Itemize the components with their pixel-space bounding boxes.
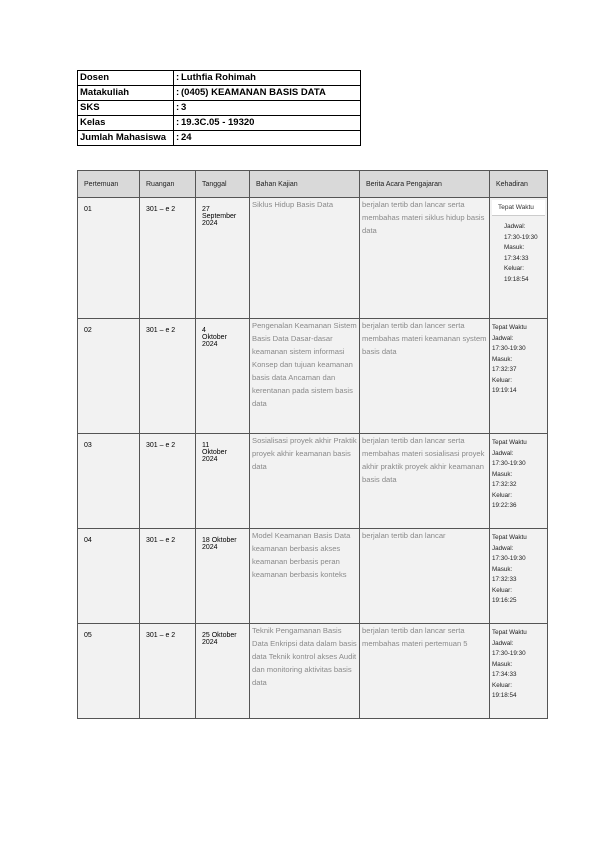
kehadiran-line: 17:30-19:30 bbox=[492, 650, 526, 657]
kehadiran-status: Tepat Waktu bbox=[492, 534, 527, 541]
info-value: 24 bbox=[181, 132, 192, 143]
tanggal-cell bbox=[196, 624, 250, 719]
bahan-kajian-text: Siklus Hidup Basis Data bbox=[252, 200, 334, 209]
info-row bbox=[78, 101, 361, 116]
kehadiran-line: Masuk: bbox=[492, 470, 513, 478]
table-row bbox=[78, 319, 548, 434]
info-value-cell bbox=[174, 86, 361, 101]
kehadiran-details bbox=[490, 216, 547, 285]
tanggal-line: 25 Oktober bbox=[202, 632, 237, 639]
tanggal-line: Oktober bbox=[202, 334, 227, 341]
kehadiran-line: Masuk: bbox=[504, 244, 525, 251]
info-row bbox=[78, 131, 361, 146]
kehadiran-line: 17:34:33 bbox=[492, 671, 517, 678]
info-value: 19.3C.05 - 19320 bbox=[181, 117, 255, 128]
kehadiran-line: Jadwal: bbox=[504, 223, 526, 230]
berita-acara-text: berjalan tertib dan lancar bbox=[362, 531, 446, 540]
colon: : bbox=[176, 87, 180, 98]
bahan-kajian-text: Teknik Pengamanan Basis Data Enkripsi data dalam basis data Teknik kontrol akses Audit dan monitoring aktivitas basis data bbox=[252, 626, 357, 687]
kehadiran-line: Jadwal: bbox=[492, 544, 514, 552]
kehadiran-line: 17:30-19:30 bbox=[492, 460, 526, 467]
tanggal-line: 2024 bbox=[202, 456, 218, 463]
tanggal-line: 27 bbox=[202, 206, 210, 213]
tanggal-line: 2024 bbox=[202, 639, 218, 646]
pertemuan-value: 05 bbox=[84, 632, 92, 639]
info-value: (0405) KEAMANAN BASIS DATA bbox=[181, 87, 326, 98]
pertemuan-value: 04 bbox=[84, 537, 92, 544]
tanggal-line: 2024 bbox=[202, 220, 218, 227]
pertemuan-value: 03 bbox=[84, 442, 92, 449]
table-row bbox=[78, 198, 548, 319]
kehadiran-line: 17:32:37 bbox=[492, 366, 517, 373]
tanggal-cell bbox=[196, 529, 250, 624]
info-value-cell bbox=[174, 101, 361, 116]
header-ruangan: Ruangan bbox=[140, 171, 196, 198]
attendance-table bbox=[77, 170, 548, 719]
tanggal-cell bbox=[196, 434, 250, 529]
info-value-cell bbox=[174, 116, 361, 131]
course-info-table bbox=[77, 70, 361, 146]
kehadiran-status: Tepat Waktu bbox=[492, 324, 527, 331]
ruangan-value: 301 – e 2 bbox=[146, 537, 176, 544]
tanggal-line: Oktober bbox=[202, 449, 227, 456]
ruangan-value: 301 – e 2 bbox=[146, 206, 176, 213]
info-label: Matakuliah bbox=[78, 86, 174, 101]
info-label: Jumlah Mahasiswa bbox=[78, 131, 174, 146]
kehadiran-line: Jadwal: bbox=[492, 334, 514, 342]
tanggal-line: 4 bbox=[202, 327, 206, 334]
kehadiran-line: Masuk: bbox=[492, 355, 513, 363]
berita-acara-cell bbox=[360, 624, 490, 719]
colon: : bbox=[176, 102, 180, 113]
kehadiran-line: 17:30-19:30 bbox=[492, 555, 526, 562]
ruangan-cell bbox=[140, 624, 196, 719]
pertemuan-value: 01 bbox=[84, 206, 92, 213]
kehadiran-line: 19:19:14 bbox=[492, 387, 517, 394]
kehadiran-line: 17:32:32 bbox=[492, 481, 517, 488]
ruangan-cell bbox=[140, 319, 196, 434]
ruangan-value: 301 – e 2 bbox=[146, 327, 176, 334]
tanggal-cell bbox=[196, 319, 250, 434]
berita-acara-text: berjalan tertib dan lancer serta membahas materi keamanan system basis data bbox=[362, 321, 487, 356]
ruangan-cell bbox=[140, 529, 196, 624]
table-row bbox=[78, 529, 548, 624]
bahan-kajian-cell bbox=[250, 434, 360, 529]
colon: : bbox=[176, 72, 180, 83]
tanggal-cell bbox=[196, 198, 250, 319]
bahan-kajian-text: Model Keamanan Basis Data keamanan berbasis akses keamanan berbasis peran keamanan berbasis konteks bbox=[252, 531, 351, 579]
kehadiran-line: Keluar: bbox=[492, 491, 512, 499]
header-tanggal: Tanggal bbox=[196, 171, 250, 198]
colon: : bbox=[176, 132, 180, 143]
kehadiran-status: Tepat Waktu bbox=[492, 200, 545, 216]
ruangan-value: 301 – e 2 bbox=[146, 632, 176, 639]
bahan-kajian-cell bbox=[250, 529, 360, 624]
tanggal-line: 18 Oktober bbox=[202, 537, 237, 544]
pertemuan-cell bbox=[78, 198, 140, 319]
kehadiran-line: 17:30-19:30 bbox=[504, 233, 538, 241]
info-label: SKS bbox=[78, 101, 174, 116]
berita-acara-text: berjalan tertib dan lancar serta membahas materi sosialisasi proyek akhir praktik proyek akhir keamanan basis data bbox=[362, 436, 485, 484]
info-value-cell bbox=[174, 131, 361, 146]
berita-acara-cell bbox=[360, 319, 490, 434]
kehadiran-line: Keluar: bbox=[504, 265, 524, 272]
tanggal-line: 2024 bbox=[202, 544, 218, 551]
kehadiran-status: Tepat Waktu bbox=[492, 629, 527, 636]
pertemuan-cell bbox=[78, 624, 140, 719]
header-bahan-kajian: Bahan Kajian bbox=[250, 171, 360, 198]
kehadiran-line: Keluar: bbox=[492, 681, 512, 689]
kehadiran-line: Jadwal: bbox=[492, 639, 514, 647]
bahan-kajian-cell bbox=[250, 624, 360, 719]
pertemuan-cell bbox=[78, 319, 140, 434]
kehadiran-status: Tepat Waktu bbox=[492, 439, 527, 446]
table-row bbox=[78, 434, 548, 529]
kehadiran-cell bbox=[490, 319, 548, 434]
berita-acara-text: berjalan tertib dan lancar serta membahas materi pertemuan 5 bbox=[362, 626, 468, 648]
table-header-row bbox=[78, 171, 548, 198]
info-row bbox=[78, 71, 361, 86]
bahan-kajian-cell bbox=[250, 198, 360, 319]
pertemuan-cell bbox=[78, 434, 140, 529]
kehadiran-cell bbox=[490, 624, 548, 719]
info-label: Dosen bbox=[78, 71, 174, 86]
kehadiran-line: 19:16:25 bbox=[492, 597, 517, 604]
berita-acara-cell bbox=[360, 529, 490, 624]
info-row bbox=[78, 86, 361, 101]
kehadiran-cell bbox=[490, 434, 548, 529]
tanggal-line: 2024 bbox=[202, 341, 218, 348]
berita-acara-text: berjalan tertib dan lancar serta membahas materi siklus hidup basis data bbox=[362, 200, 485, 235]
kehadiran-details bbox=[490, 529, 547, 607]
bahan-kajian-text: Sosialisasi proyek akhir Praktik proyek akhir keamanan basis data bbox=[252, 436, 357, 471]
table-row bbox=[78, 624, 548, 719]
kehadiran-cell bbox=[490, 529, 548, 624]
pertemuan-value: 02 bbox=[84, 327, 92, 334]
kehadiran-line: 17:34:33 bbox=[504, 254, 529, 262]
ruangan-cell bbox=[140, 198, 196, 319]
header-pertemuan: Pertemuan bbox=[78, 171, 140, 198]
colon: : bbox=[176, 117, 180, 128]
ruangan-value: 301 – e 2 bbox=[146, 442, 176, 449]
info-label: Kelas bbox=[78, 116, 174, 131]
kehadiran-line: 19:18:54 bbox=[504, 275, 529, 283]
info-value-cell bbox=[174, 71, 361, 86]
kehadiran-details bbox=[490, 319, 547, 397]
kehadiran-details bbox=[490, 624, 547, 702]
ruangan-cell bbox=[140, 434, 196, 529]
pertemuan-cell bbox=[78, 529, 140, 624]
kehadiran-cell bbox=[490, 198, 548, 319]
kehadiran-line: Keluar: bbox=[492, 376, 512, 384]
kehadiran-line: 19:22:36 bbox=[492, 502, 517, 509]
tanggal-line: 11 bbox=[202, 442, 210, 449]
kehadiran-line: Jadwal: bbox=[492, 449, 514, 457]
info-row bbox=[78, 116, 361, 131]
kehadiran-line: 19:18:54 bbox=[492, 692, 517, 699]
kehadiran-line: 17:32:33 bbox=[492, 576, 517, 583]
berita-acara-cell bbox=[360, 434, 490, 529]
tanggal-line: September bbox=[202, 213, 237, 220]
bahan-kajian-text: Pengenalan Keamanan Sistem Basis Data Dasar-dasar keamanan sistem informasi Konsep dan tujuan keamanan basis data Ancaman dan kerentanan pada sistem basis data bbox=[252, 321, 357, 408]
kehadiran-details bbox=[490, 434, 547, 512]
bahan-kajian-cell bbox=[250, 319, 360, 434]
kehadiran-line: Masuk: bbox=[492, 660, 513, 668]
info-value: 3 bbox=[181, 102, 187, 113]
info-value: Luthfia Rohimah bbox=[181, 72, 256, 83]
berita-acara-cell bbox=[360, 198, 490, 319]
header-kehadiran: Kehadiran bbox=[490, 171, 548, 198]
header-berita-acara: Berita Acara Pengajaran bbox=[360, 171, 490, 198]
kehadiran-line: Masuk: bbox=[492, 565, 513, 573]
kehadiran-line: Keluar: bbox=[492, 586, 512, 594]
kehadiran-line: 17:30-19:30 bbox=[492, 345, 526, 352]
